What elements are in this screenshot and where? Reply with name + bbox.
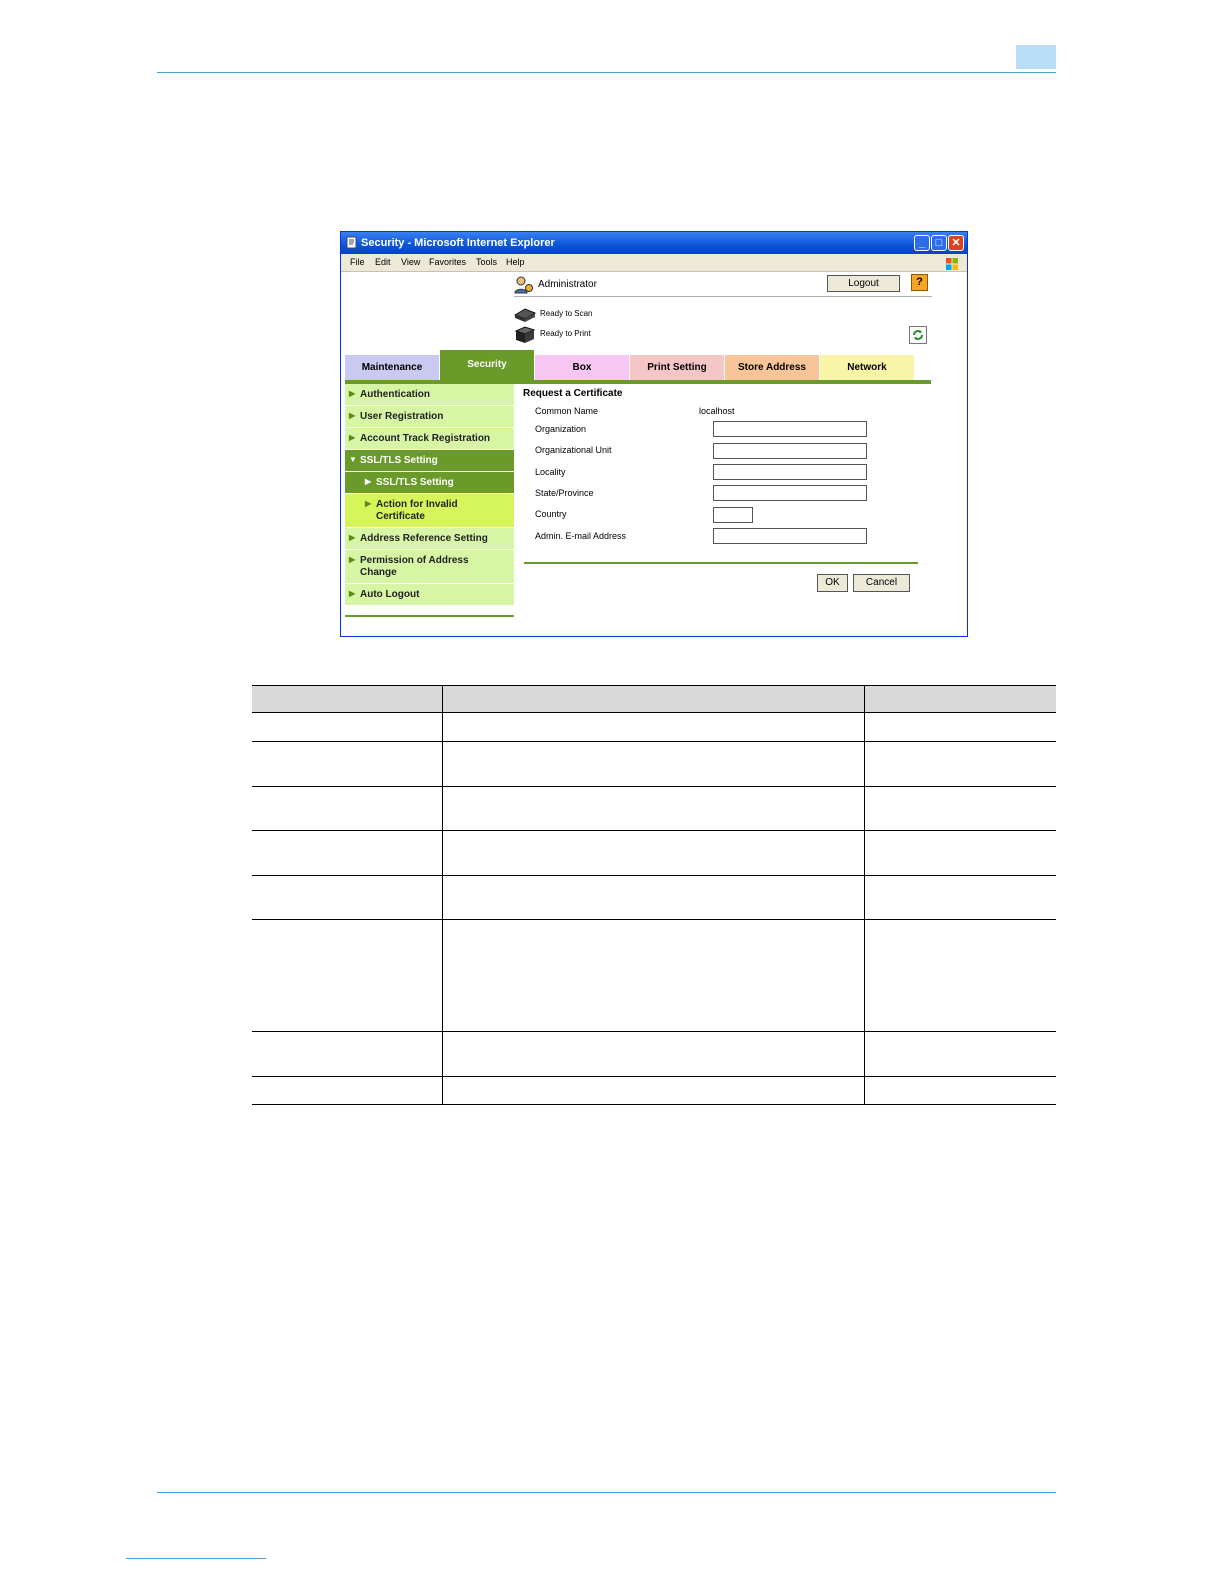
form-rule — [524, 562, 918, 564]
tab-network[interactable]: Network — [820, 355, 914, 380]
ok-button[interactable]: OK — [817, 574, 848, 592]
table-row — [252, 831, 1056, 876]
print-status: Ready to Print — [540, 329, 591, 338]
table-row — [252, 787, 1056, 831]
user-name: Administrator — [538, 279, 597, 290]
cancel-button[interactable]: Cancel — [853, 574, 910, 592]
field-label-locality: Locality — [535, 467, 566, 477]
table-header-row — [252, 685, 1056, 713]
header-rule — [514, 296, 932, 297]
sidebar-item-account-track-registration[interactable]: ▶ Account Track Registration — [345, 428, 514, 450]
menu-edit[interactable]: Edit — [375, 257, 391, 267]
table-column-divider — [442, 685, 443, 1105]
browser-window — [340, 231, 968, 637]
menu-view[interactable]: View — [401, 257, 421, 267]
form-title: Request a Certificate — [523, 388, 623, 399]
logout-button[interactable]: Logout — [827, 275, 900, 292]
sidebar-subitem-action-invalid-certificate[interactable]: ▶ Action for Invalid Certificate — [345, 494, 514, 528]
settings-table — [252, 685, 1056, 1105]
menu-file[interactable]: File — [350, 257, 365, 267]
close-button[interactable]: ✕ — [948, 235, 964, 251]
refresh-button[interactable] — [909, 326, 927, 344]
field-label-country: Country — [535, 509, 567, 519]
printer-icon — [514, 325, 536, 343]
table-row — [252, 742, 1056, 787]
table-row — [252, 920, 1056, 1032]
sidebar-bottom-rule — [345, 615, 514, 617]
sidebar-item-authentication[interactable]: ▶ Authentication — [345, 384, 514, 406]
organization-input[interactable] — [713, 421, 867, 437]
table-row — [252, 1077, 1056, 1105]
state-province-input[interactable] — [713, 485, 867, 501]
tab-print-setting[interactable]: Print Setting — [630, 355, 724, 380]
sidebar-item-address-reference-setting[interactable]: ▶ Address Reference Setting — [345, 528, 514, 550]
tab-maintenance[interactable]: Maintenance — [345, 355, 439, 380]
tab-security[interactable]: Security — [440, 350, 534, 380]
field-label-organizational-unit: Organizational Unit — [535, 445, 612, 455]
help-button[interactable]: ? — [911, 274, 928, 291]
sidebar-item-user-registration[interactable]: ▶ User Registration — [345, 406, 514, 428]
page-header-rule — [157, 72, 1056, 73]
administrator-icon — [514, 276, 534, 294]
table-row — [252, 1032, 1056, 1077]
table-row — [252, 876, 1056, 920]
scan-status: Ready to Scan — [540, 309, 593, 318]
field-label-organization: Organization — [535, 424, 587, 434]
ie-page-icon — [346, 236, 358, 249]
sidebar-subitem-ssl-tls-setting[interactable]: ▶ SSL/TLS Setting — [345, 472, 514, 494]
title-bar — [341, 232, 967, 254]
page-corner-tab — [1016, 45, 1056, 69]
sidebar-item-ssl-tls-setting[interactable]: ▼ SSL/TLS Setting — [345, 450, 514, 472]
page-footer-rule — [157, 1492, 1056, 1493]
window-title: Security - Microsoft Internet Explorer — [361, 237, 555, 249]
table-column-divider — [864, 685, 865, 1105]
tab-box[interactable]: Box — [535, 355, 629, 380]
table-row — [252, 713, 1056, 742]
maximize-button[interactable]: □ — [931, 235, 947, 251]
admin-email-input[interactable] — [713, 528, 867, 544]
common-name-value: localhost — [699, 406, 735, 416]
locality-input[interactable] — [713, 464, 867, 480]
menu-favorites[interactable]: Favorites — [429, 257, 467, 267]
sidebar-item-permission-of-address-change[interactable]: ▶ Permission of Address Change — [345, 550, 514, 584]
windows-logo-icon — [945, 256, 959, 270]
field-label-state-province: State/Province — [535, 488, 594, 498]
refresh-icon — [910, 327, 926, 343]
menu-bar — [341, 254, 967, 272]
menu-tools[interactable]: Tools — [476, 257, 498, 267]
field-label-common-name: Common Name — [535, 406, 599, 416]
field-label-admin-email: Admin. E-mail Address — [535, 531, 627, 541]
menu-help[interactable]: Help — [506, 257, 525, 267]
scanner-icon — [514, 306, 536, 322]
sidebar-item-auto-logout[interactable]: ▶ Auto Logout — [345, 584, 514, 606]
tab-store-address[interactable]: Store Address — [725, 355, 819, 380]
minimize-button[interactable]: _ — [914, 235, 930, 251]
page-footer-underline — [126, 1558, 266, 1559]
country-input[interactable] — [713, 507, 753, 523]
organizational-unit-input[interactable] — [713, 443, 867, 459]
